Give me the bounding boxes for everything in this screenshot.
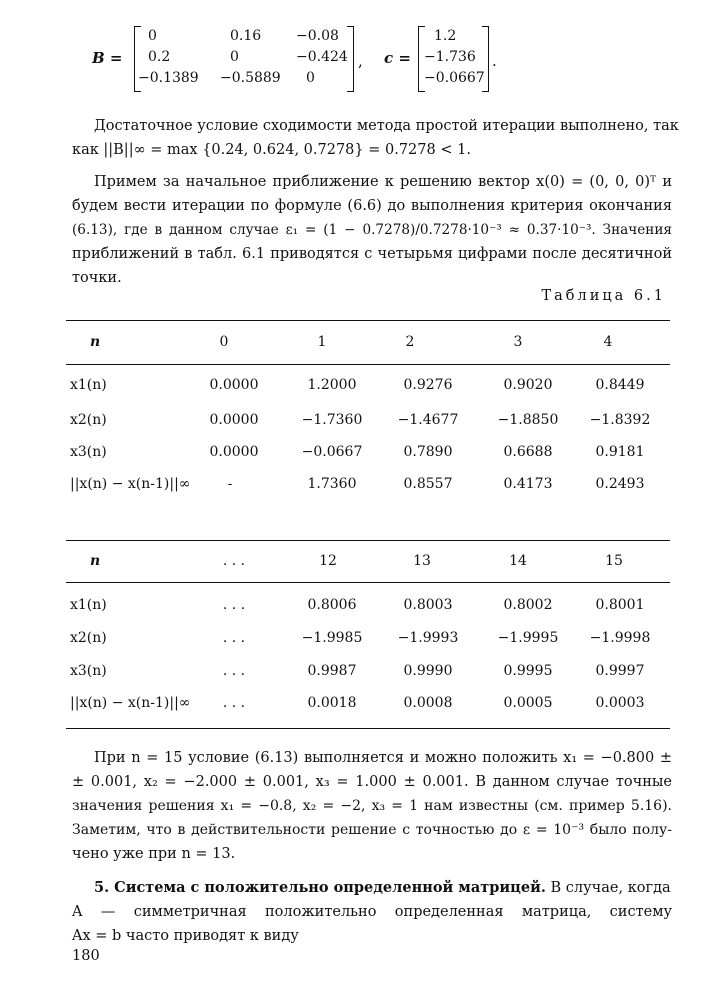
table2-cell: 0.8002 (503, 597, 553, 613)
table1-cell: −1.7360 (301, 412, 363, 428)
text-line: Примем за начальное приближение к решению вектор x(0) = (0, 0, 0)ᵀ и (94, 174, 672, 190)
matrix-b-cell: 0 (230, 49, 239, 65)
text-line: ± 0.001, x₂ = −2.000 ± 0.001, x₃ = 1.000 ± 0.001. В данном случае точные (72, 774, 672, 790)
text-line: В случае, когда (550, 880, 671, 896)
paragraph-result (72, 746, 672, 866)
table1-cell: −1.8392 (589, 412, 651, 428)
table1-header-cell: 2 (405, 334, 415, 350)
matrix-b-block (92, 26, 362, 94)
table2-cell: −1.9985 (301, 630, 363, 646)
section-5-first-line (72, 876, 672, 900)
table1-cell: 1.7360 (307, 476, 357, 492)
table1-cell: 0.2493 (595, 476, 645, 492)
table1-cell: 0.7890 (403, 444, 453, 460)
table2-cell: −1.9998 (589, 630, 651, 646)
table2-bottom-rule (66, 728, 670, 729)
section-5 (72, 876, 672, 948)
table1-row-label: x1(n) (70, 377, 107, 393)
table1-cell: 0.4173 (503, 476, 553, 492)
table2-header-n: n (90, 553, 101, 569)
table1-row-label: x2(n) (70, 412, 107, 428)
table1-cell: 1.2000 (307, 377, 357, 393)
table1-cell: 0.0000 (209, 412, 259, 428)
text-line: A — симметричная положительно определенная матрица, систему (72, 904, 672, 920)
table2-cell: 0.9995 (503, 663, 553, 679)
matrix-b-cell: −0.1389 (138, 70, 199, 86)
text-line: Достаточное условие сходимости метода простой итерации выполнено, так (94, 118, 679, 134)
matrix-b-cell: −0.424 (296, 49, 348, 65)
text-line: приближений в табл. 6.1 приводятся с четырьмя цифрами после десятичной (72, 246, 672, 262)
table2-row-label: ||x(n) − x(n-1)||∞ (70, 695, 191, 711)
table1-cell: - (227, 476, 233, 492)
table2-cell: 0.0003 (595, 695, 645, 711)
table1-row-label: x3(n) (70, 444, 107, 460)
text-line: Ax = b часто приводят к виду (72, 928, 299, 944)
matrix-b-cell: 0 (306, 70, 315, 86)
text-line: будем вести итерации по формуле (6.6) до выполнения критерия окончания (72, 198, 672, 214)
table2-cell: 0.9990 (403, 663, 453, 679)
table2-cell: 0.9997 (595, 663, 645, 679)
matrix-b-cell: 0.2 (148, 49, 171, 65)
table1-header-n: n (90, 334, 101, 350)
table1-top-rule (66, 320, 670, 321)
table2-cell: −1.9995 (497, 630, 559, 646)
table2-cell: . . . (222, 663, 246, 679)
table2-cell: 0.0005 (503, 695, 553, 711)
table2-header-rule (66, 582, 670, 583)
table2-cell: 0.8001 (595, 597, 645, 613)
table-title: Таблица 6.1 (541, 288, 666, 304)
text-line: чено уже при n = 13. (72, 846, 236, 862)
table1-cell: 0.0000 (209, 444, 259, 460)
table1-header-cell: 3 (513, 334, 523, 350)
table2-cell: . . . (222, 695, 246, 711)
table2-header-cell: 12 (319, 553, 337, 569)
table2-row-label: x2(n) (70, 630, 107, 646)
matrix-b-right-bracket (347, 26, 354, 92)
vector-c-right-bracket (482, 26, 489, 92)
table2-cell: −1.9993 (397, 630, 459, 646)
vector-c-block (384, 26, 504, 94)
comma: , (358, 52, 363, 70)
text-line: (6.13), где в данном случае ε₁ = (1 − 0.7278)/0.7278·10⁻³ ≈ 0.37·10⁻³. Значения (72, 222, 672, 238)
table1-cell: 0.8557 (403, 476, 453, 492)
table2-cell: 0.8006 (307, 597, 357, 613)
vector-c-label: c = (384, 49, 411, 67)
table2-header-cell: 15 (605, 553, 623, 569)
vector-c-cell: −0.0667 (424, 70, 485, 86)
table1-cell: −1.4677 (397, 412, 459, 428)
matrix-b-cell: 0.16 (230, 28, 262, 44)
table2-header-cell: 13 (413, 553, 431, 569)
table1-cell: 0.9276 (403, 377, 453, 393)
table1-cell: 0.6688 (503, 444, 553, 460)
matrix-b-cell: −0.5889 (220, 70, 281, 86)
text-line: значения решения x₁ = −0.8, x₂ = −2, x₃ = 1 нам известны (см. пример 5.16). (72, 798, 672, 814)
table2-row-label: x3(n) (70, 663, 107, 679)
vector-c-cell: −1.736 (424, 49, 476, 65)
matrix-b-cell: −0.08 (296, 28, 339, 44)
paragraph-convergence (72, 114, 679, 162)
table2-cell: 0.0008 (403, 695, 453, 711)
text-line: как ||B||∞ = max {0.24, 0.624, 0.7278} = 0.7278 < 1. (72, 142, 471, 158)
table1-cell: 0.8449 (595, 377, 645, 393)
table1-cell: −1.8850 (497, 412, 559, 428)
matrix-b-label: B = (92, 49, 123, 67)
table2-cell: 0.0018 (307, 695, 357, 711)
table2-header-cell: 14 (509, 553, 527, 569)
paragraph-initial-approximation (72, 170, 672, 290)
page-number: 180 (72, 948, 100, 964)
vector-c-cell: 1.2 (434, 28, 457, 44)
table2-cell: 0.8003 (403, 597, 453, 613)
table1-cell: 0.0000 (209, 377, 259, 393)
table1-cell: 0.9020 (503, 377, 553, 393)
text-line: При n = 15 условие (6.13) выполняется и можно положить x₁ = −0.800 ± (94, 750, 672, 766)
table1-row-label: ||x(n) − x(n-1)||∞ (70, 476, 191, 492)
table2-top-rule (66, 540, 670, 541)
table2-cell: . . . (222, 597, 246, 613)
matrix-b-cell: 0 (148, 28, 157, 44)
period: . (492, 52, 497, 70)
text-line: точки. (72, 270, 122, 286)
table1-header-cell: 0 (219, 334, 229, 350)
table1-header-cell: 4 (603, 334, 613, 350)
table2-cell: . . . (222, 630, 246, 646)
text-line: Заметим, что в действительности решение с точностью до ε = 10⁻³ было полу- (72, 822, 672, 838)
table1-header-rule (66, 364, 670, 365)
table1-cell: 0.9181 (595, 444, 645, 460)
table1-header-cell: 1 (317, 334, 327, 350)
section-5-heading: 5. Система с положительно определенной матрицей. (94, 879, 546, 896)
table2-header-cell: . . . (222, 553, 246, 569)
table2-cell: 0.9987 (307, 663, 357, 679)
table1-cell: −0.0667 (301, 444, 363, 460)
table2-row-label: x1(n) (70, 597, 107, 613)
